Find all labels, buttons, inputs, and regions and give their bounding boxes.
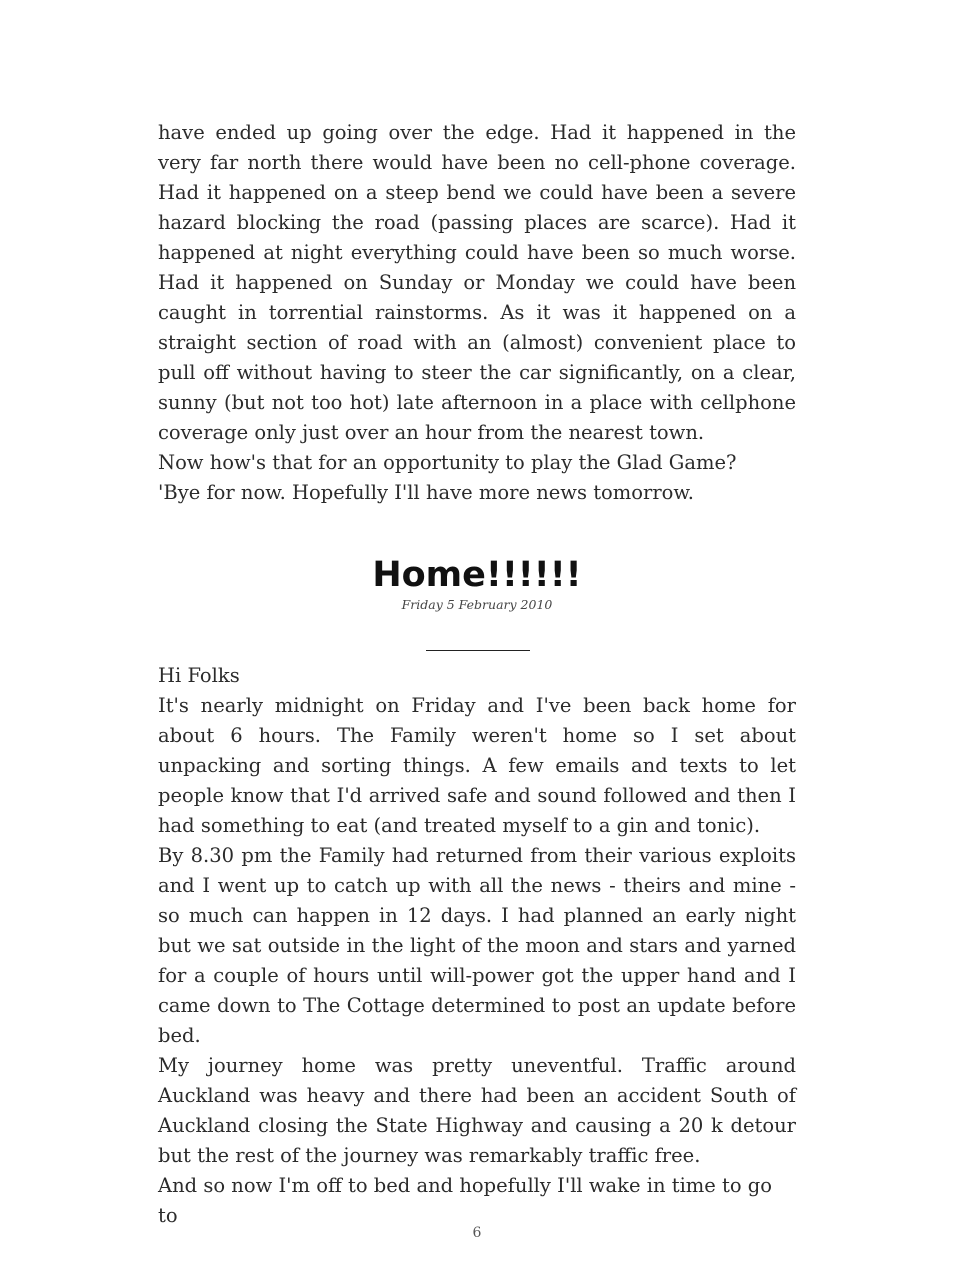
body-paragraph: My journey home was pretty uneventful. Traffic around Auckland was heavy and there had been an accident South of Auckland closing the State Highway and causing a 20 k detour but the rest of the journey was remarkably traffic free. (158, 1054, 796, 1167)
post-body (158, 661, 796, 1231)
greeting: Hi Folks (158, 664, 240, 687)
page-number: 6 (472, 1225, 482, 1241)
title-divider (426, 650, 530, 651)
body-paragraph: Now how's that for an opportunity to play the Glad Game? (158, 451, 737, 474)
body-paragraph: have ended up going over the edge. Had it happened in the very far north there would have been no cell-phone coverage. Had it happened on a steep bend we could have been a severe hazard blocking the road (passing places are scarce). Had it happened at night everything could have been so much worse. Had it happened on Sunday or Monday we could have been caught in torrential rainstorms. As it was it happened on a straight section of road with an (almost) convenient place to pull off without having to steer the car significantly, on a clear, sunny (but not too hot) late afternoon in a place with cellphone coverage only just over an hour from the nearest town. (158, 121, 796, 444)
body-paragraph: And so now I'm off to bed and hopefully I'll wake in time to go to (158, 1174, 773, 1227)
body-paragraph: 'Bye for now. Hopefully I'll have more news tomorrow. (158, 481, 694, 504)
post-title: Home!!!!!! (372, 555, 582, 595)
post-date: Friday 5 February 2010 (401, 597, 553, 612)
previous-post-continuation (158, 118, 796, 508)
body-paragraph: By 8.30 pm the Family had returned from their various exploits and I went up to catch up with all the news - theirs and mine - so much can happen in 12 days. I had planned an early night but we sat outside in the light of the moon and stars and yarned for a couple of hours until will-power got the upper hand and I came down to The Cottage determined to post an update before bed. (158, 844, 796, 1047)
body-paragraph: It's nearly midnight on Friday and I've been back home for about 6 hours. The Family weren't home so I set about unpacking and sorting things. A few emails and texts to let people know that I'd arrived safe and sound followed and then I had something to eat (and treated myself to a gin and tonic). (158, 694, 796, 837)
